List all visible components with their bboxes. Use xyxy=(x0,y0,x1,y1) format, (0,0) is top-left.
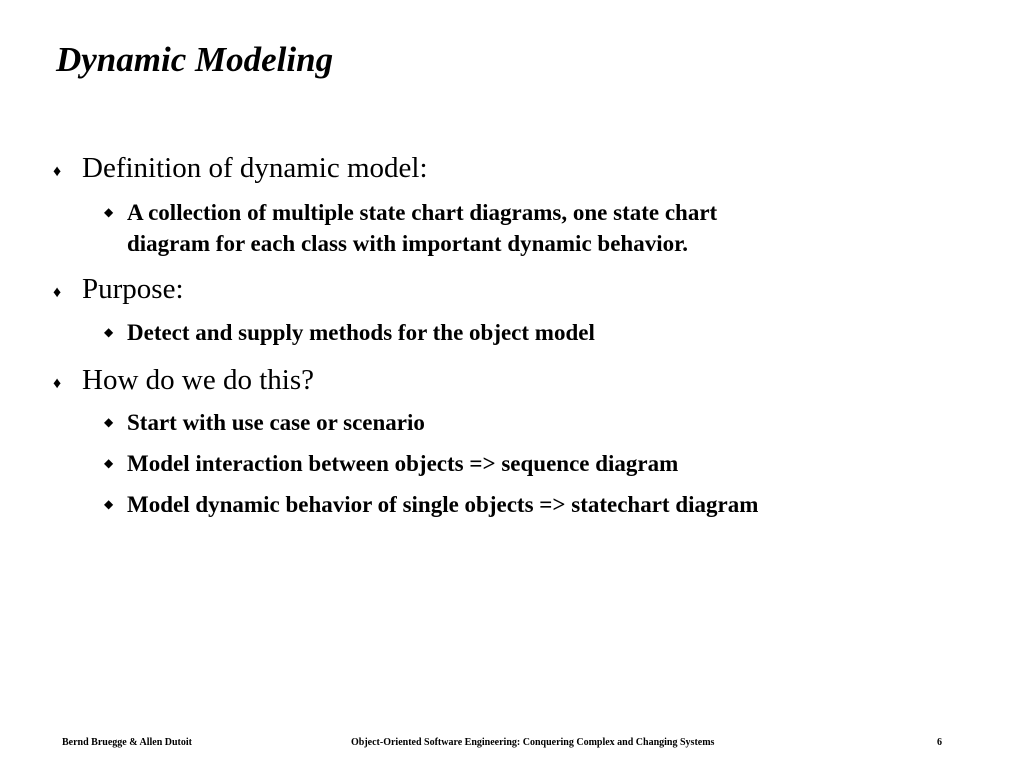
diamond-bullet-icon: ♦ xyxy=(53,163,62,180)
bullet-purpose: Purpose: xyxy=(82,273,184,305)
footer-book-title: Object-Oriented Software Engineering: Conquering Complex and Changing Systems xyxy=(351,737,715,748)
diamond-subbullet-icon: ◆ xyxy=(104,325,114,339)
bullet-definition: Definition of dynamic model: xyxy=(82,152,428,184)
subbullet-definition-line-1: A collection of multiple state chart diagrams, one state chart xyxy=(127,200,718,225)
bullet-how: How do we do this? xyxy=(82,364,314,396)
diamond-subbullet-icon: ◆ xyxy=(104,415,114,429)
diamond-subbullet-icon: ◆ xyxy=(104,205,114,219)
diamond-bullet-icon: ♦ xyxy=(53,284,62,301)
diamond-subbullet-icon: ◆ xyxy=(104,456,114,470)
footer-page-number: 6 xyxy=(937,737,942,748)
slide-title: Dynamic Modeling xyxy=(56,40,334,79)
footer-authors: Bernd Bruegge & Allen Dutoit xyxy=(62,737,192,748)
subbullet-definition-line-2: diagram for each class with important dynamic behavior. xyxy=(127,231,688,256)
diamond-bullet-icon: ♦ xyxy=(53,375,62,392)
subbullet-statechart-diagram: Model dynamic behavior of single objects => statechart diagram xyxy=(127,492,759,517)
subbullet-use-case: Start with use case or scenario xyxy=(127,410,425,435)
diamond-subbullet-icon: ◆ xyxy=(104,497,114,511)
subbullet-purpose: Detect and supply methods for the object model xyxy=(127,320,595,345)
subbullet-sequence-diagram: Model interaction between objects => sequence diagram xyxy=(127,451,679,476)
